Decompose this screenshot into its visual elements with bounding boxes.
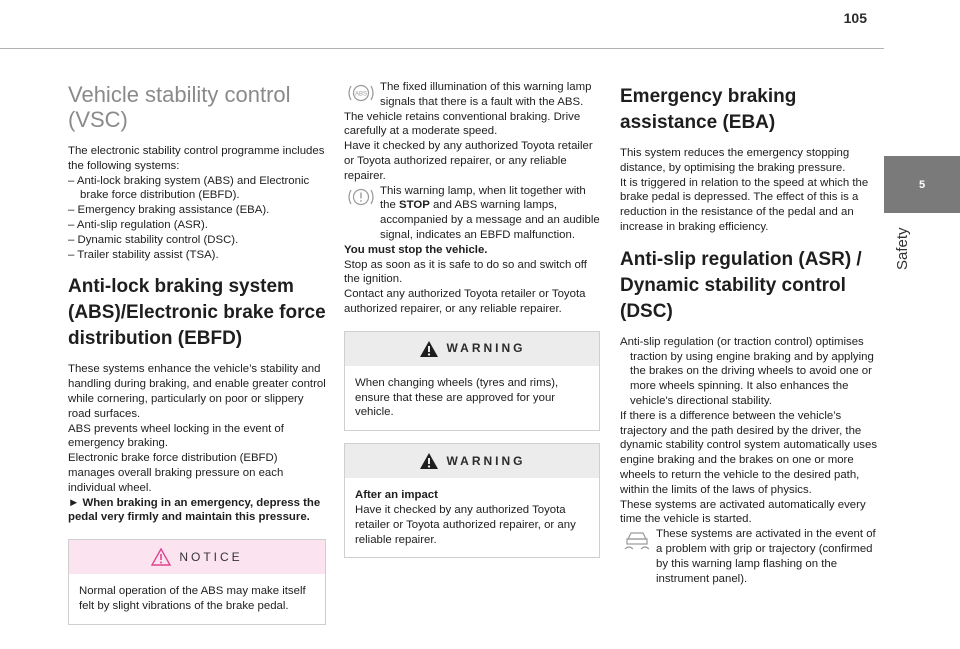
asr-paragraph: If there is a difference between the vehicle’s trajectory and the path desired by the driver, the dynamic stability control system automatically uses engine braking and the brakes on one or more wheels to return the vehicle to the desired path, within the limits of the laws of physics. — [620, 409, 878, 496]
chapter-label — [894, 220, 918, 280]
paragraph: Stop as soon as it is safe to do so and switch off the ignition. — [344, 258, 587, 286]
abs-paragraph: These systems enhance the vehicle’s stability and handling during braking, and enable greater control while cornering, particularly on poor or slippery road surfaces. — [68, 363, 326, 420]
eba-paragraph: This system reduces the emergency stopping distance, by optimising the braking pressure. — [620, 147, 850, 174]
asr-lamp-row — [620, 527, 878, 586]
eba-heading: Emergency braking assistance (EBA) — [620, 86, 797, 133]
asr-paragraph: These systems are activated automatically every time the vehicle is started. — [620, 498, 866, 526]
asr-heading: Anti-slip regulation (ASR) / Dynamic stability control (DSC) — [620, 248, 862, 322]
notice-body: Normal operation of the ABS may make itself felt by slight vibrations of the brake pedal. — [79, 585, 306, 612]
vsc-item: – Dynamic stability control (DSC). — [68, 233, 239, 246]
vsc-item: – Anti-lock braking system (ABS) and Electronic brake force distribution (EBFD). — [68, 174, 310, 202]
vsc-intro: The electronic stability control programme includes the following systems: — [68, 145, 325, 172]
chapter-label-text: Safety — [894, 227, 911, 270]
abs-heading: Anti-lock braking system (ABS)/Electronic brake force distribution (EBFD) — [68, 276, 326, 350]
ebfd-lamp-text — [344, 184, 600, 243]
page-number: 105 — [843, 10, 867, 26]
warning-title: WARNING — [446, 341, 526, 356]
notice-box — [68, 539, 326, 625]
warning-subhead: After an impact — [355, 489, 438, 502]
warning-text: Have it checked by any authorized Toyota retailer or Toyota authorized repairer, or any reliable repairer. — [355, 503, 576, 546]
abs-instruction: ► When braking in an emergency, depress the pedal very firmly and maintain this pressure. — [68, 496, 321, 524]
vsc-item: – Trailer stability assist (TSA). — [68, 248, 219, 261]
vsc-heading — [68, 82, 326, 132]
abs-warning-lamp-icon — [346, 82, 376, 104]
warning-box-2 — [344, 443, 600, 558]
asr-paragraph: Anti-slip regulation (or traction control) optimises traction by using engine braking and by applying the brakes on the driving wheels to avoid one or more wheels spinning. It also enhances the vehicle's directional stability. — [620, 335, 874, 407]
warning-body: When changing wheels (tyres and rims), ensure that these are approved for your vehicle. — [355, 376, 559, 419]
ebfd-lamp-row — [344, 184, 600, 243]
vsc-item: – Anti-slip regulation (ASR). — [68, 218, 208, 231]
abs-lamp-text: The fixed illumination of this warning lamp signals that there is a fault with the ABS. — [380, 81, 592, 108]
header-rule — [0, 48, 884, 49]
abs-lamp-row — [344, 80, 600, 110]
column-3 — [620, 80, 878, 586]
chapter-tab[interactable]: 5 — [884, 156, 960, 213]
warning-body — [345, 478, 599, 557]
warning-triangle-icon — [419, 452, 439, 470]
warning-box-1 — [344, 331, 600, 431]
notice-title: NOTICE — [179, 549, 243, 564]
warning-header — [345, 332, 599, 366]
asr-lamp-text: These systems are activated in the event of a problem with grip or trajectory (confirmed by this warning lamp flashing on the instrument panel). — [656, 528, 876, 585]
eba-paragraph: It is triggered in relation to the speed at which the brake pedal is depressed. The effect of this is a reduction in the resistance of the pedal and an increase in braking efficiency. — [620, 176, 869, 233]
warning-title: WARNING — [446, 453, 526, 468]
column-2 — [344, 80, 600, 558]
abs-paragraph: Electronic brake force distribution (EBFD) manages overall braking pressure on each individual wheel. — [68, 452, 284, 494]
paragraph: Contact any authorized Toyota retailer or Toyota authorized repairer, or any reliable repairer. — [344, 288, 586, 315]
warning-header — [345, 444, 599, 478]
stability-warning-lamp-icon — [622, 529, 652, 551]
vsc-heading-line1: Vehicle stability control — [68, 82, 291, 107]
paragraph: The vehicle retains conventional braking. Drive carefully at a moderate speed. — [344, 110, 581, 138]
must-stop: You must stop the vehicle. — [344, 243, 488, 256]
column-1 — [68, 80, 326, 625]
notice-triangle-icon — [151, 548, 171, 566]
warning-triangle-icon — [419, 340, 439, 358]
abs-paragraph: ABS prevents wheel locking in the event of emergency braking. — [68, 422, 284, 450]
notice-header — [69, 540, 325, 574]
stop-label: STOP — [399, 199, 430, 212]
vsc-item: – Emergency braking assistance (EBA). — [68, 204, 270, 217]
paragraph: Have it checked by any authorized Toyota retailer or Toyota authorized repairer, or any reliable repairer. — [344, 140, 593, 182]
ebfd-text-b: and ABS warning lamps, accompanied by a message and an audible signal, indicates an EBFD malfunction. — [380, 199, 600, 241]
vsc-heading-line2: (VSC) — [68, 107, 128, 132]
svg-text:ABS: ABS — [354, 91, 368, 98]
ebfd-text-a: This warning lamp, when lit together with the — [380, 184, 586, 212]
brake-warning-lamp-icon — [346, 186, 376, 208]
